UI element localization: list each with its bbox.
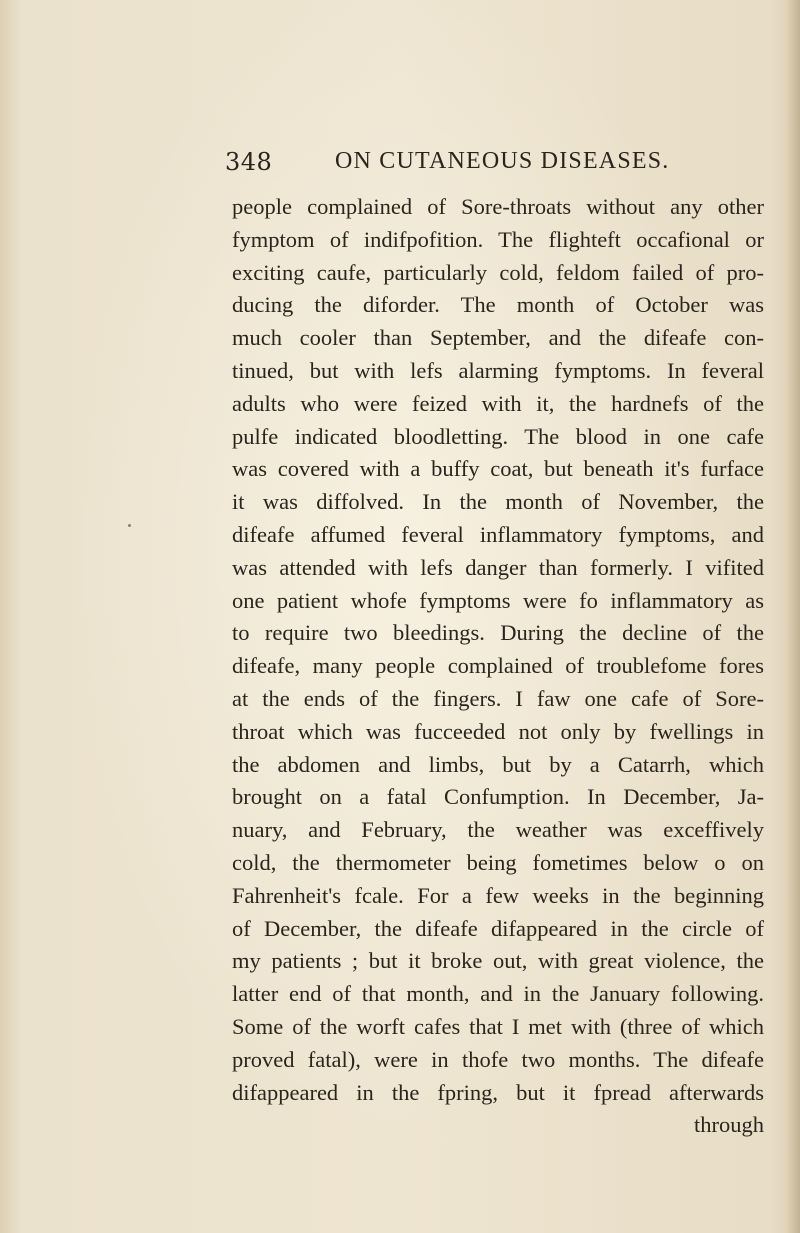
text-line: brought on a fatal Confumption. In December, Ja- bbox=[232, 784, 764, 810]
text-line: was attended with lefs danger than formerly. I vifited bbox=[232, 554, 764, 580]
text-line: latter end of that month, and in the January following. bbox=[232, 981, 764, 1007]
text-line: at the ends of the fingers. I faw one cafe of Sore- bbox=[232, 685, 764, 711]
paper-speck bbox=[128, 524, 131, 527]
text-line: proved fatal), were in thofe two months. The difeafe bbox=[232, 1046, 764, 1072]
text-line: much cooler than September, and the difeafe con- bbox=[232, 325, 764, 351]
text-line: people complained of Sore-throats without any other bbox=[232, 194, 764, 219]
page-header bbox=[225, 148, 765, 184]
text-line: it was diffolved. In the month of November, the bbox=[232, 489, 764, 515]
text-line: one patient whofe fymptoms were fo inflammatory as bbox=[232, 587, 764, 613]
text-line: ducing the diforder. The month of October was bbox=[232, 292, 764, 318]
text-line: of December, the difeafe difappeared in the circle of bbox=[232, 915, 764, 941]
text-line: adults who were feized with it, the hardnefs of the bbox=[232, 390, 764, 416]
text-line: the abdomen and limbs, but by a Catarrh, which bbox=[232, 751, 764, 777]
text-line: cold, the thermometer being fometimes below o on bbox=[232, 849, 764, 875]
text-line: to require two bleedings. During the decline of the bbox=[232, 620, 764, 646]
text-line: tinued, but with lefs alarming fymptoms. In feveral bbox=[232, 357, 764, 383]
catchword: through bbox=[694, 1112, 764, 1138]
page-number: 348 bbox=[225, 148, 273, 176]
text-line: exciting caufe, particularly cold, feldom failed of pro- bbox=[232, 259, 764, 285]
text-line: difeafe affumed feveral inflammatory fymptoms, and bbox=[232, 521, 764, 547]
text-line: nuary, and February, the weather was exceffively bbox=[232, 817, 764, 843]
body-text bbox=[232, 191, 764, 1142]
text-line: my patients ; but it broke out, with great violence, the bbox=[232, 948, 764, 974]
text-line: Fahrenheit's fcale. For a few weeks in the beginning bbox=[232, 882, 764, 908]
text-line: fymptom of indifpofition. The flighteft occafional or bbox=[232, 226, 764, 252]
text-line: was covered with a buffy coat, but beneath it's furface bbox=[232, 456, 764, 482]
running-head: ON CUTANEOUS DISEASES. bbox=[335, 148, 670, 174]
text-line: pulfe indicated bloodletting. The blood in one cafe bbox=[232, 423, 764, 449]
text-line: difappeared in the fpring, but it fpread afterwards bbox=[232, 1079, 764, 1105]
text-line: difeafe, many people complained of troublefome fores bbox=[232, 653, 764, 679]
text-line: Some of the worft cafes that I met with (three of which bbox=[232, 1013, 764, 1039]
page-edge-shadow bbox=[786, 0, 800, 1233]
text-line: throat which was fucceeded not only by fwellings in bbox=[232, 718, 764, 744]
